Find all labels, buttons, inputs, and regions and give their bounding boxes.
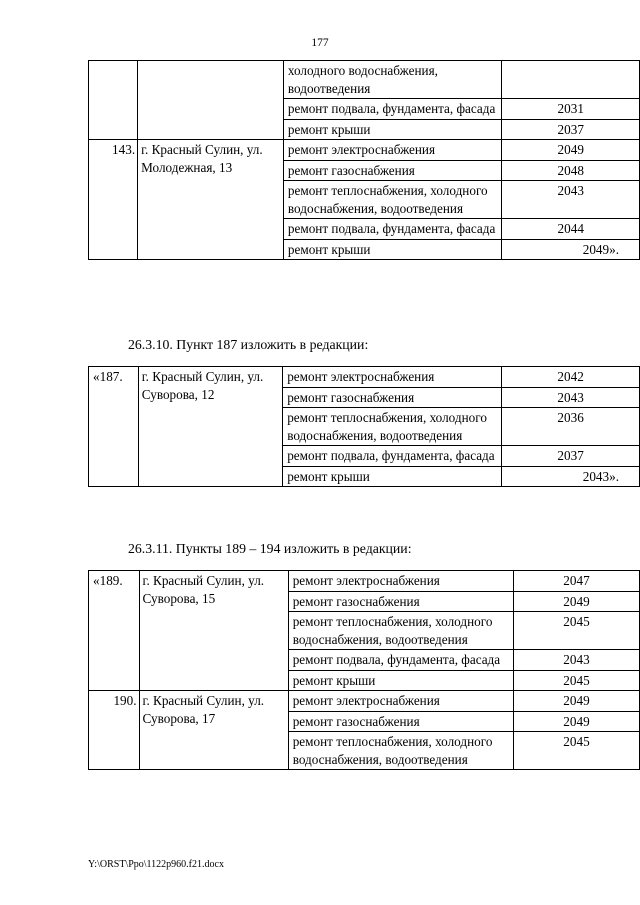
cell-num-empty xyxy=(89,61,138,140)
cell-work: ремонт электроснабжения xyxy=(283,140,502,161)
cell-year: 2049 xyxy=(502,140,640,161)
cell-work: ремонт теплоснабжения, холодного водоснабжения, водоотведения xyxy=(288,612,513,650)
cell-year: 2045 xyxy=(513,612,639,650)
cell-year: 2037 xyxy=(502,446,640,467)
cell-year: 2037 xyxy=(502,119,640,140)
footer-file-path: Y:\ORST\Ppo\1122p960.f21.docx xyxy=(88,859,224,870)
cell-year: 2042 xyxy=(502,367,640,388)
cell-year: 2043 xyxy=(502,387,640,408)
cell-work: ремонт электроснабжения xyxy=(283,367,502,388)
cell-address: г. Красный Сулин, ул. Молодежная, 13 xyxy=(138,140,284,260)
cell-work: ремонт подвала, фундамента, фасада xyxy=(283,219,502,240)
cell-work: ремонт газоснабжения xyxy=(283,160,502,181)
cell-year: 2045 xyxy=(513,670,639,691)
section-heading: 26.3.10. Пункт 187 изложить в редакции: xyxy=(128,337,369,352)
table-row xyxy=(89,691,640,712)
cell-work: ремонт газоснабжения xyxy=(283,387,502,408)
cell-work: ремонт газоснабжения xyxy=(288,711,513,732)
cell-address: г. Красный Сулин, ул. Суворова, 15 xyxy=(139,571,288,691)
cell-work: ремонт теплоснабжения, холодного водоснабжения, водоотведения xyxy=(283,408,502,446)
page-number: 177 xyxy=(311,37,329,49)
cell-year: 2043 xyxy=(502,181,640,219)
table-row xyxy=(89,367,640,388)
cell-year: 2049 xyxy=(513,691,639,712)
cell-num: «187. xyxy=(89,367,139,487)
cell-year xyxy=(502,61,640,99)
table-143 xyxy=(88,60,640,260)
cell-num: 190. xyxy=(89,691,140,770)
section-heading: 26.3.11. Пункты 189 – 194 изложить в редакции: xyxy=(128,541,412,556)
cell-work: ремонт крыши xyxy=(283,466,502,487)
cell-work: ремонт крыши xyxy=(288,670,513,691)
cell-work: ремонт крыши xyxy=(283,119,502,140)
cell-work: ремонт подвала, фундамента, фасада xyxy=(283,446,502,467)
cell-year: 2045 xyxy=(513,732,639,770)
cell-work: ремонт теплоснабжения, холодного водоснабжения, водоотведения xyxy=(283,181,502,219)
cell-work: ремонт электроснабжения xyxy=(288,571,513,592)
cell-work: ремонт теплоснабжения, холодного водоснабжения, водоотведения xyxy=(288,732,513,770)
cell-address: г. Красный Сулин, ул. Суворова, 17 xyxy=(139,691,288,770)
table-row xyxy=(89,571,640,592)
cell-work: ремонт подвала, фундамента, фасада xyxy=(288,650,513,671)
cell-year: 2049». xyxy=(502,239,640,260)
cell-num: 143. xyxy=(89,140,138,260)
table-row xyxy=(89,61,640,99)
cell-work: ремонт крыши xyxy=(283,239,502,260)
table-187 xyxy=(88,366,640,487)
cell-num: «189. xyxy=(89,571,140,691)
cell-year: 2043 xyxy=(513,650,639,671)
cell-year: 2036 xyxy=(502,408,640,446)
cell-work: ремонт газоснабжения xyxy=(288,591,513,612)
table-row xyxy=(89,140,640,161)
cell-year: 2049 xyxy=(513,591,639,612)
cell-year: 2044 xyxy=(502,219,640,240)
cell-work: ремонт подвала, фундамента, фасада xyxy=(283,99,502,120)
table-189-190 xyxy=(88,570,640,770)
cell-year: 2031 xyxy=(502,99,640,120)
cell-work: ремонт электроснабжения xyxy=(288,691,513,712)
cell-year: 2048 xyxy=(502,160,640,181)
cell-address-empty xyxy=(138,61,284,140)
cell-year: 2043». xyxy=(502,466,640,487)
cell-year: 2049 xyxy=(513,711,639,732)
cell-year: 2047 xyxy=(513,571,639,592)
cell-address: г. Красный Сулин, ул. Суворова, 12 xyxy=(138,367,282,487)
cell-work: холодного водоснабжения, водоотведения xyxy=(283,61,502,99)
